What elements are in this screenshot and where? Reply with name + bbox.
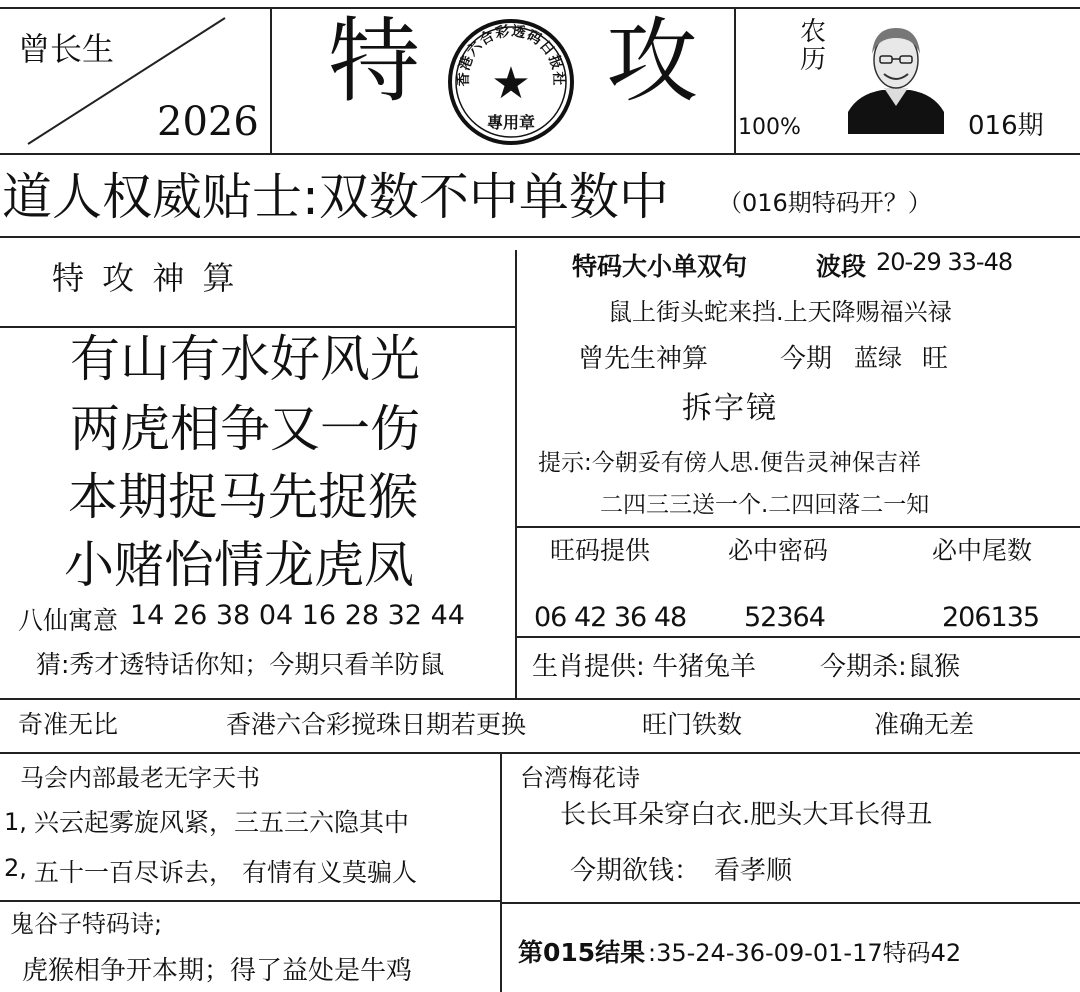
- result-label: 第015结果: [518, 938, 646, 967]
- wave-values: 20-29 33-48: [876, 248, 1013, 276]
- poem-line-1: 有山有水好风光: [70, 330, 420, 388]
- colors-value: 蓝绿: [854, 344, 902, 372]
- issue-number: 016期: [968, 111, 1044, 141]
- hot-numbers-value: 06 42 36 48: [534, 602, 687, 633]
- percent-label: 100%: [738, 115, 801, 140]
- zodiac-value: 牛猪兔羊: [652, 652, 757, 682]
- book-line-2-number: 2,: [4, 854, 27, 882]
- year: 2026: [157, 99, 259, 145]
- taiwan-title: 台湾梅花诗: [520, 764, 640, 792]
- left-panel-heading: 特 攻 神 算: [52, 259, 239, 297]
- baxian-label: 八仙寓意: [18, 606, 119, 635]
- wang-label: 旺: [922, 344, 949, 374]
- tip-main: 道人权威贴士:双数不中单数中: [2, 168, 669, 226]
- seal-bottom-text: 專用章: [486, 113, 536, 132]
- author-name: 曾长生: [18, 30, 115, 68]
- chaizi-label: 拆字镜: [682, 391, 778, 426]
- book-line-2: 五十一百尽诉去， 有情有义莫骗人: [34, 858, 417, 887]
- poem-line-4: 小赌怡情龙虎凤: [64, 536, 414, 594]
- secret-code-value: 52364: [744, 602, 825, 633]
- tip-sub: （016期特码开？）: [718, 189, 932, 217]
- banner-item-3: 旺门铁数: [642, 710, 743, 739]
- book-line-1: 兴云起雾旋风紧，三五三六隐其中: [34, 808, 410, 837]
- size-odd-even-title: 特码大小单双句: [572, 252, 748, 281]
- book-line-1-number: 1,: [4, 808, 27, 836]
- want-label: 今期欲钱：: [570, 856, 701, 886]
- kill-label: 今期杀:: [820, 652, 907, 682]
- guigu-title: 鬼谷子特码诗;: [10, 910, 163, 938]
- hint-line-2: 二四三三送一个.二四回落二一知: [600, 492, 930, 518]
- verse-line: 鼠上街头蛇来挡.上天降赐福兴禄: [608, 298, 952, 326]
- banner-item-1: 奇准无比: [18, 710, 119, 739]
- want-value: 看孝顺: [714, 856, 793, 886]
- guess-line: 猜:秀才透特话你知；今期只看羊防鼠: [36, 650, 445, 679]
- this-issue-label: 今期: [780, 344, 833, 374]
- title-char-right: 攻: [606, 8, 699, 115]
- hot-numbers-label: 旺码提供: [550, 536, 651, 565]
- banner-item-4: 准确无差: [874, 710, 975, 739]
- poem-line-3: 本期捉马先捉猴: [68, 468, 418, 526]
- portrait-icon: [848, 14, 944, 134]
- kill-value: 鼠猴: [908, 652, 961, 682]
- result-value: :35-24-36-09-01-17特码42: [648, 939, 962, 967]
- calendar-label: 农历: [799, 17, 826, 75]
- seal-ring-text: 香港六合彩透码日报社: [455, 23, 567, 87]
- taiwan-line: 长长耳朵穿白衣.肥头大耳长得丑: [560, 800, 933, 830]
- portrait-avatar: [848, 14, 944, 134]
- book-title: 马会内部最老无字天书: [20, 764, 260, 792]
- tail-number-label: 必中尾数: [932, 536, 1033, 565]
- hint-line-1: 提示:今朝妥有傍人思.便告灵神保吉祥: [538, 450, 922, 476]
- poem-line-2: 两虎相争又一伤: [70, 400, 420, 458]
- baxian-numbers: 14 26 38 04 16 28 32 44: [130, 600, 465, 631]
- seal-icon: [447, 18, 575, 146]
- tail-number-value: 206135: [942, 602, 1040, 633]
- zeng-label: 曾先生神算: [578, 344, 709, 374]
- title-char-left: 特: [328, 8, 421, 115]
- official-seal: [447, 18, 575, 146]
- seal-star-icon: ★: [491, 58, 531, 109]
- secret-code-label: 必中密码: [728, 536, 829, 565]
- guigu-line: 虎猴相争开本期；得了益处是牛鸡: [22, 956, 413, 986]
- wave-label: 波段: [816, 252, 867, 281]
- banner-item-2: 香港六合彩搅珠日期若更换: [226, 710, 527, 739]
- zodiac-label: 生肖提供:: [532, 652, 645, 682]
